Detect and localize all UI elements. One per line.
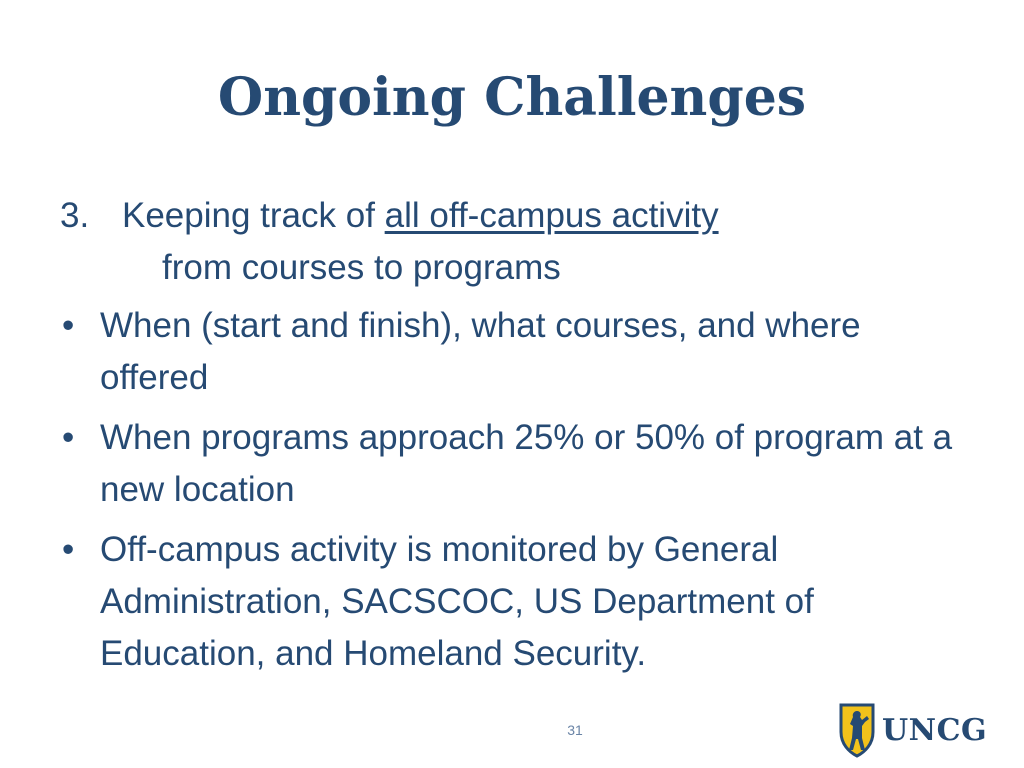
intro-line xyxy=(60,190,960,242)
bullet-item xyxy=(60,412,960,516)
intro-continuation: from courses to programs xyxy=(162,248,561,287)
intro-underlined-text: all off-campus activity xyxy=(384,196,719,235)
slide-title: Ongoing Challenges xyxy=(217,67,807,128)
intro-prefix: Keeping track of xyxy=(122,196,385,235)
bullet-text: Off-campus activity is monitored by General Administration, SACSCOC, US Department of Education, and Homeland Security. xyxy=(100,530,814,673)
bullet-text: When programs approach 25% or 50% of program at a new location xyxy=(100,418,953,509)
bullet-marker: • xyxy=(62,530,75,569)
bullet-item xyxy=(60,300,960,404)
slide-body xyxy=(60,190,960,688)
uncg-logo xyxy=(838,700,987,760)
intro-number: 3. xyxy=(60,196,90,235)
bullet-text: When (start and finish), what courses, and where offered xyxy=(100,306,861,397)
bullet-item xyxy=(60,524,960,680)
uncg-shield-icon xyxy=(838,702,876,758)
bullet-marker: • xyxy=(62,418,75,457)
logo-text: UNCG xyxy=(882,712,988,748)
bullet-list xyxy=(60,300,960,680)
page-number: 31 xyxy=(567,722,583,738)
bullet-marker: • xyxy=(62,306,75,345)
